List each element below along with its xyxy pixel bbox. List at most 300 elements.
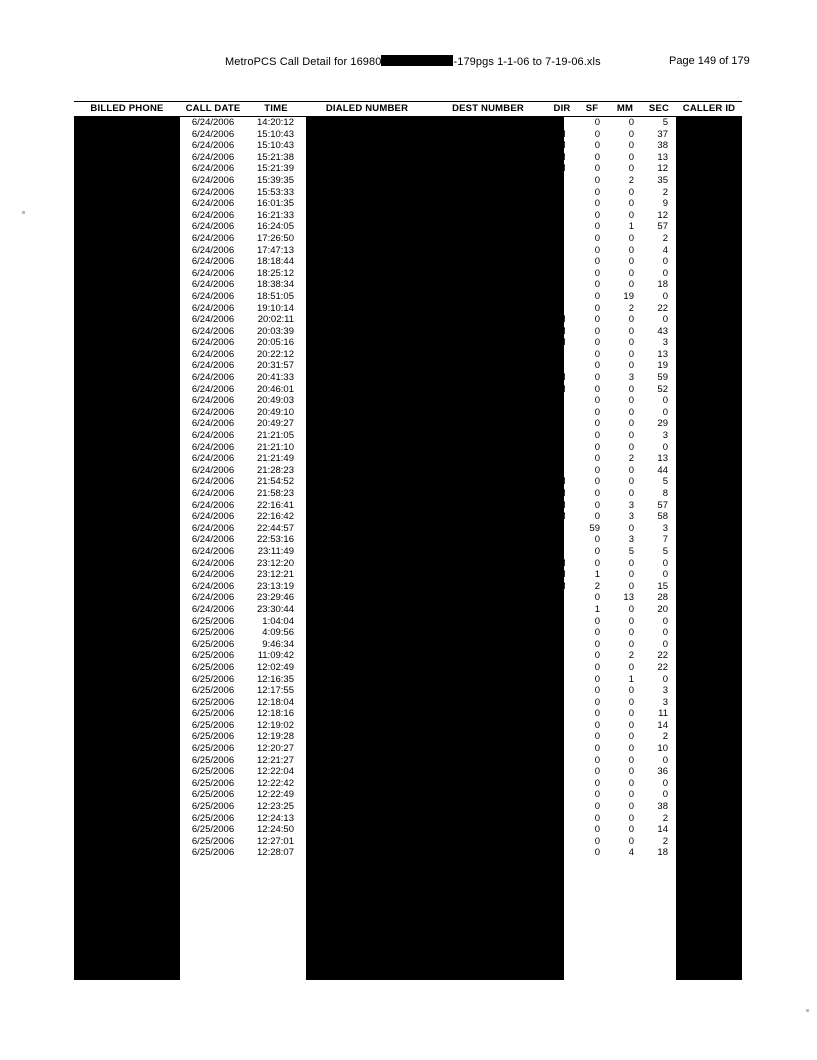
table-row: [74, 546, 742, 558]
cell-call-date: 6/24/2006: [191, 418, 235, 430]
cell-caller-id-redacted: [676, 581, 742, 593]
table-row: [74, 616, 742, 628]
cell-sec: 0: [662, 406, 668, 418]
cell-dest-number-redacted: [428, 500, 548, 512]
cell-caller-id-redacted: [676, 731, 742, 743]
cell-call-date: 6/25/2006: [191, 685, 235, 697]
cell-mm: 0: [628, 719, 634, 731]
cell-sec: 52: [657, 383, 668, 395]
cell-caller-id-redacted: [676, 766, 742, 778]
cell-sf: 0: [594, 661, 600, 673]
cell-mm: 3: [628, 534, 634, 546]
cell-billed-phone-redacted: [74, 418, 180, 430]
cell-dir: ML: [550, 198, 564, 210]
cell-sec: 0: [662, 777, 668, 789]
table-row: [74, 523, 742, 535]
cell-dialed-number-redacted: [306, 616, 428, 628]
table-row: [74, 407, 742, 419]
table-row: [74, 674, 742, 686]
cell-mm: 0: [628, 522, 634, 534]
cell-sf: 0: [594, 441, 600, 453]
cell-billed-phone-redacted: [74, 616, 180, 628]
cell-call-date: 6/24/2006: [191, 592, 235, 604]
cell-dialed-number-redacted: [306, 708, 428, 720]
cell-dest-number-redacted: [428, 847, 548, 859]
col-header-billed-phone: BILLED PHONE: [74, 102, 180, 117]
cell-sec: 35: [657, 174, 668, 186]
table-row: [74, 569, 742, 581]
cell-sec: 38: [657, 140, 668, 152]
cell-mm: 0: [628, 685, 634, 697]
cell-dialed-number-redacted: [306, 813, 428, 825]
cell-call-date: 6/24/2006: [191, 464, 235, 476]
cell-call-date: 6/24/2006: [191, 232, 235, 244]
cell-call-date: 6/24/2006: [191, 325, 235, 337]
cell-billed-phone-redacted: [74, 140, 180, 152]
cell-sf: 0: [594, 221, 600, 233]
cell-sec: 20: [657, 603, 668, 615]
cell-billed-phone-redacted: [74, 766, 180, 778]
cell-dir: ML: [550, 302, 564, 314]
table-row: [74, 349, 742, 361]
cell-caller-id-redacted: [676, 430, 742, 442]
cell-time: 20:49:10: [257, 406, 294, 418]
cell-dialed-number-redacted: [306, 210, 428, 222]
cell-time: 12:24:13: [257, 812, 294, 824]
cell-call-date: 6/24/2006: [191, 209, 235, 221]
cell-call-date: 6/25/2006: [191, 812, 235, 824]
cell-billed-phone-redacted: [74, 442, 180, 454]
cell-dialed-number-redacted: [306, 743, 428, 755]
cell-dest-number-redacted: [428, 187, 548, 199]
cell-dest-number-redacted: [428, 743, 548, 755]
cell-sf: 0: [594, 256, 600, 268]
cell-mm: 0: [628, 267, 634, 279]
cell-call-date: 6/24/2006: [191, 314, 235, 326]
scan-artifact-right: [806, 1009, 809, 1012]
cell-dialed-number-redacted: [306, 731, 428, 743]
cell-mm: 13: [623, 592, 634, 604]
cell-caller-id-redacted: [676, 152, 742, 164]
cell-sf: 0: [594, 511, 600, 523]
cell-dir: ML: [550, 221, 564, 233]
cell-time: 21:21:10: [257, 441, 294, 453]
cell-dest-number-redacted: [428, 372, 548, 384]
cell-mm: 0: [628, 696, 634, 708]
cell-dialed-number-redacted: [306, 453, 428, 465]
cell-dialed-number-redacted: [306, 442, 428, 454]
cell-caller-id-redacted: [676, 349, 742, 361]
cell-dialed-number-redacted: [306, 500, 428, 512]
cell-mm: 0: [628, 476, 634, 488]
cell-dialed-number-redacted: [306, 558, 428, 570]
cell-time: 20:49:03: [257, 395, 294, 407]
cell-dir: MM: [550, 557, 566, 569]
col-header-dest-number: DEST NUMBER: [428, 102, 548, 117]
cell-mm: 0: [628, 279, 634, 291]
cell-sf: 0: [594, 638, 600, 650]
cell-caller-id-redacted: [676, 407, 742, 419]
table-row: [74, 117, 742, 129]
cell-time: 15:21:39: [257, 163, 294, 175]
cell-sec: 3: [662, 337, 668, 349]
table-row: [74, 581, 742, 593]
cell-dialed-number-redacted: [306, 326, 428, 338]
cell-sec: 18: [657, 847, 668, 859]
cell-dir: MM: [550, 337, 566, 349]
cell-sec: 2: [662, 835, 668, 847]
table-row: [74, 697, 742, 709]
cell-dest-number-redacted: [428, 256, 548, 268]
call-detail-table: [74, 101, 742, 859]
cell-mm: 5: [628, 545, 634, 557]
cell-dialed-number-redacted: [306, 187, 428, 199]
cell-dir: ML: [550, 522, 564, 534]
table-row: [74, 488, 742, 500]
cell-mm: 19: [623, 290, 634, 302]
table-row: [74, 152, 742, 164]
cell-time: 12:22:04: [257, 766, 294, 778]
cell-dialed-number-redacted: [306, 430, 428, 442]
cell-sec: 11: [658, 708, 668, 720]
cell-sec: 14: [657, 719, 668, 731]
col-header-dir: DIR: [548, 102, 576, 117]
table-row: [74, 221, 742, 233]
cell-billed-phone-redacted: [74, 604, 180, 616]
cell-billed-phone-redacted: [74, 847, 180, 859]
cell-call-date: 6/25/2006: [191, 789, 235, 801]
cell-sf: 0: [594, 117, 600, 128]
cell-sf: 0: [594, 627, 600, 639]
cell-sec: 22: [657, 661, 668, 673]
cell-billed-phone-redacted: [74, 708, 180, 720]
cell-mm: 0: [628, 232, 634, 244]
cell-dest-number-redacted: [428, 245, 548, 257]
cell-dialed-number-redacted: [306, 755, 428, 767]
cell-sf: 0: [594, 140, 600, 152]
cell-sf: 0: [594, 290, 600, 302]
table-row: [74, 303, 742, 315]
cell-dialed-number-redacted: [306, 372, 428, 384]
table-row: [74, 847, 742, 859]
cell-dest-number-redacted: [428, 836, 548, 848]
cell-dialed-number-redacted: [306, 303, 428, 315]
cell-sf: 0: [594, 186, 600, 198]
cell-dest-number-redacted: [428, 778, 548, 790]
cell-sec: 3: [662, 522, 668, 534]
cell-dir: LM: [550, 847, 564, 859]
cell-dest-number-redacted: [428, 221, 548, 233]
cell-sf: 0: [594, 789, 600, 801]
cell-caller-id-redacted: [676, 175, 742, 187]
cell-mm: 0: [628, 314, 634, 326]
cell-dialed-number-redacted: [306, 778, 428, 790]
cell-call-date: 6/25/2006: [191, 615, 235, 627]
cell-dir: LM: [550, 673, 564, 685]
cell-dest-number-redacted: [428, 360, 548, 372]
cell-caller-id-redacted: [676, 674, 742, 686]
table-row: [74, 604, 742, 616]
cell-billed-phone-redacted: [74, 291, 180, 303]
cell-dest-number-redacted: [428, 337, 548, 349]
cell-dir: MM: [550, 580, 566, 592]
cell-billed-phone-redacted: [74, 697, 180, 709]
cell-sec: 5: [662, 117, 668, 128]
cell-caller-id-redacted: [676, 256, 742, 268]
cell-sf: 0: [594, 476, 600, 488]
cell-mm: 0: [628, 406, 634, 418]
cell-billed-phone-redacted: [74, 221, 180, 233]
cell-sf: 2: [594, 580, 600, 592]
cell-call-date: 6/25/2006: [191, 673, 235, 685]
cell-billed-phone-redacted: [74, 129, 180, 141]
table-row: [74, 337, 742, 349]
table-row: [74, 279, 742, 291]
cell-mm: 0: [628, 198, 634, 210]
cell-call-date: 6/24/2006: [191, 372, 235, 384]
cell-call-date: 6/25/2006: [191, 766, 235, 778]
cell-call-date: 6/24/2006: [191, 360, 235, 372]
col-header-call-date: CALL DATE: [180, 102, 246, 117]
cell-mm: 0: [628, 186, 634, 198]
cell-billed-phone-redacted: [74, 650, 180, 662]
table-row: [74, 198, 742, 210]
table-row: [74, 372, 742, 384]
cell-sf: 0: [594, 801, 600, 813]
cell-dest-number-redacted: [428, 766, 548, 778]
cell-caller-id-redacted: [676, 847, 742, 859]
cell-caller-id-redacted: [676, 198, 742, 210]
cell-call-date: 6/25/2006: [191, 731, 235, 743]
cell-billed-phone-redacted: [74, 233, 180, 245]
cell-billed-phone-redacted: [74, 187, 180, 199]
cell-dest-number-redacted: [428, 604, 548, 616]
cell-caller-id-redacted: [676, 534, 742, 546]
cell-mm: 0: [628, 430, 634, 442]
cell-sf: 0: [594, 325, 600, 337]
table-row: [74, 233, 742, 245]
cell-caller-id-redacted: [676, 453, 742, 465]
cell-dialed-number-redacted: [306, 337, 428, 349]
table-row: [74, 627, 742, 639]
cell-dir: ML: [550, 650, 564, 662]
cell-call-date: 6/25/2006: [191, 696, 235, 708]
cell-mm: 0: [628, 209, 634, 221]
cell-caller-id-redacted: [676, 245, 742, 257]
cell-dialed-number-redacted: [306, 465, 428, 477]
cell-billed-phone-redacted: [74, 279, 180, 291]
table-row: [74, 766, 742, 778]
cell-dialed-number-redacted: [306, 604, 428, 616]
cell-time: 15:21:38: [257, 151, 294, 163]
cell-dir: ML: [550, 360, 564, 372]
cell-billed-phone-redacted: [74, 337, 180, 349]
cell-billed-phone-redacted: [74, 743, 180, 755]
cell-billed-phone-redacted: [74, 592, 180, 604]
cell-dest-number-redacted: [428, 303, 548, 315]
col-header-time: TIME: [246, 102, 306, 117]
cell-caller-id-redacted: [676, 326, 742, 338]
table-row: [74, 534, 742, 546]
col-header-caller-id: CALLER ID: [676, 102, 742, 117]
table-row: [74, 650, 742, 662]
cell-billed-phone-redacted: [74, 256, 180, 268]
cell-dest-number-redacted: [428, 639, 548, 651]
cell-billed-phone-redacted: [74, 245, 180, 257]
cell-call-date: 6/25/2006: [191, 835, 235, 847]
cell-call-date: 6/25/2006: [191, 777, 235, 789]
cell-dest-number-redacted: [428, 627, 548, 639]
cell-caller-id-redacted: [676, 801, 742, 813]
cell-call-date: 6/24/2006: [191, 151, 235, 163]
cell-time: 22:16:42: [257, 511, 294, 523]
cell-dest-number-redacted: [428, 685, 548, 697]
cell-dir: ML: [550, 708, 564, 720]
cell-sec: 19: [657, 360, 668, 372]
cell-caller-id-redacted: [676, 511, 742, 523]
cell-caller-id-redacted: [676, 546, 742, 558]
cell-dir: ML: [550, 661, 564, 673]
cell-call-date: 6/24/2006: [191, 603, 235, 615]
cell-sf: 1: [594, 569, 600, 581]
cell-sec: 3: [662, 696, 668, 708]
cell-caller-id-redacted: [676, 685, 742, 697]
table-body: [74, 117, 742, 860]
cell-mm: 0: [628, 337, 634, 349]
cell-dir: MM: [550, 476, 566, 488]
cell-dialed-number-redacted: [306, 789, 428, 801]
cell-dir: LM: [550, 117, 564, 128]
cell-caller-id-redacted: [676, 476, 742, 488]
cell-sec: 2: [662, 232, 668, 244]
cell-mm: 3: [628, 499, 634, 511]
cell-sec: 10: [657, 743, 668, 755]
cell-dialed-number-redacted: [306, 523, 428, 535]
cell-billed-phone-redacted: [74, 326, 180, 338]
cell-dest-number-redacted: [428, 801, 548, 813]
table-row: [74, 395, 742, 407]
cell-dialed-number-redacted: [306, 847, 428, 859]
cell-mm: 0: [628, 244, 634, 256]
cell-dialed-number-redacted: [306, 662, 428, 674]
cell-billed-phone-redacted: [74, 465, 180, 477]
cell-call-date: 6/24/2006: [191, 163, 235, 175]
cell-sec: 57: [657, 221, 668, 233]
cell-sec: 0: [662, 256, 668, 268]
cell-sec: 5: [662, 476, 668, 488]
cell-mm: 0: [628, 627, 634, 639]
cell-caller-id-redacted: [676, 465, 742, 477]
cell-call-date: 6/24/2006: [191, 476, 235, 488]
cell-sec: 0: [662, 557, 668, 569]
cell-time: 20:49:27: [257, 418, 294, 430]
cell-call-date: 6/24/2006: [191, 348, 235, 360]
cell-sec: 43: [657, 325, 668, 337]
redaction-bar-title: [381, 55, 453, 66]
cell-call-date: 6/25/2006: [191, 719, 235, 731]
cell-sf: 0: [594, 302, 600, 314]
cell-dialed-number-redacted: [306, 198, 428, 210]
cell-dir: MM: [550, 140, 566, 152]
cell-mm: 0: [628, 348, 634, 360]
cell-dest-number-redacted: [428, 569, 548, 581]
table-row: [74, 662, 742, 674]
cell-dest-number-redacted: [428, 198, 548, 210]
cell-mm: 0: [628, 754, 634, 766]
cell-sf: 0: [594, 685, 600, 697]
cell-billed-phone-redacted: [74, 627, 180, 639]
table-row: [74, 245, 742, 257]
cell-call-date: 6/24/2006: [191, 453, 235, 465]
cell-sec: 4: [662, 244, 668, 256]
cell-mm: 0: [628, 383, 634, 395]
cell-time: 20:46:01: [257, 383, 294, 395]
cell-dest-number-redacted: [428, 731, 548, 743]
cell-billed-phone-redacted: [74, 384, 180, 396]
cell-call-date: 6/24/2006: [191, 244, 235, 256]
cell-dest-number-redacted: [428, 674, 548, 686]
cell-dest-number-redacted: [428, 813, 548, 825]
cell-time: 18:18:44: [257, 256, 294, 268]
cell-call-date: 6/24/2006: [191, 256, 235, 268]
table-row: [74, 685, 742, 697]
cell-sf: 0: [594, 244, 600, 256]
cell-dir: ML: [550, 395, 564, 407]
table-header-row: [74, 102, 742, 117]
cell-sf: 0: [594, 615, 600, 627]
cell-sec: 5: [662, 545, 668, 557]
cell-dest-number-redacted: [428, 546, 548, 558]
cell-dir: MM: [550, 488, 566, 499]
cell-sec: 0: [662, 290, 668, 302]
cell-dialed-number-redacted: [306, 534, 428, 546]
cell-dir: MM: [550, 163, 566, 175]
cell-dest-number-redacted: [428, 395, 548, 407]
cell-dest-number-redacted: [428, 824, 548, 836]
cell-dir: ML: [550, 731, 564, 743]
cell-call-date: 6/24/2006: [191, 580, 235, 592]
cell-sf: 0: [594, 174, 600, 186]
cell-mm: 0: [628, 256, 634, 268]
cell-call-date: 6/25/2006: [191, 627, 235, 639]
cell-dir: ML: [550, 244, 564, 256]
cell-billed-phone-redacted: [74, 407, 180, 419]
cell-dest-number-redacted: [428, 534, 548, 546]
cell-sf: 0: [594, 650, 600, 662]
cell-billed-phone-redacted: [74, 372, 180, 384]
cell-dir: LM: [550, 638, 564, 650]
cell-billed-phone-redacted: [74, 755, 180, 767]
cell-dialed-number-redacted: [306, 268, 428, 280]
cell-caller-id-redacted: [676, 163, 742, 175]
cell-billed-phone-redacted: [74, 395, 180, 407]
cell-mm: 0: [628, 580, 634, 592]
table-row: [74, 801, 742, 813]
table-row: [74, 453, 742, 465]
cell-mm: 0: [628, 708, 634, 720]
cell-dialed-number-redacted: [306, 476, 428, 488]
cell-time: 15:10:43: [257, 140, 294, 152]
cell-sf: 0: [594, 151, 600, 163]
cell-time: 12:23:25: [257, 801, 294, 813]
cell-mm: 1: [628, 673, 634, 685]
cell-dir: MM: [550, 569, 566, 581]
cell-caller-id-redacted: [676, 813, 742, 825]
page-number-label: Page 149 of 179: [669, 55, 750, 67]
cell-dest-number-redacted: [428, 349, 548, 361]
cell-mm: 0: [628, 464, 634, 476]
cell-call-date: 6/24/2006: [191, 221, 235, 233]
